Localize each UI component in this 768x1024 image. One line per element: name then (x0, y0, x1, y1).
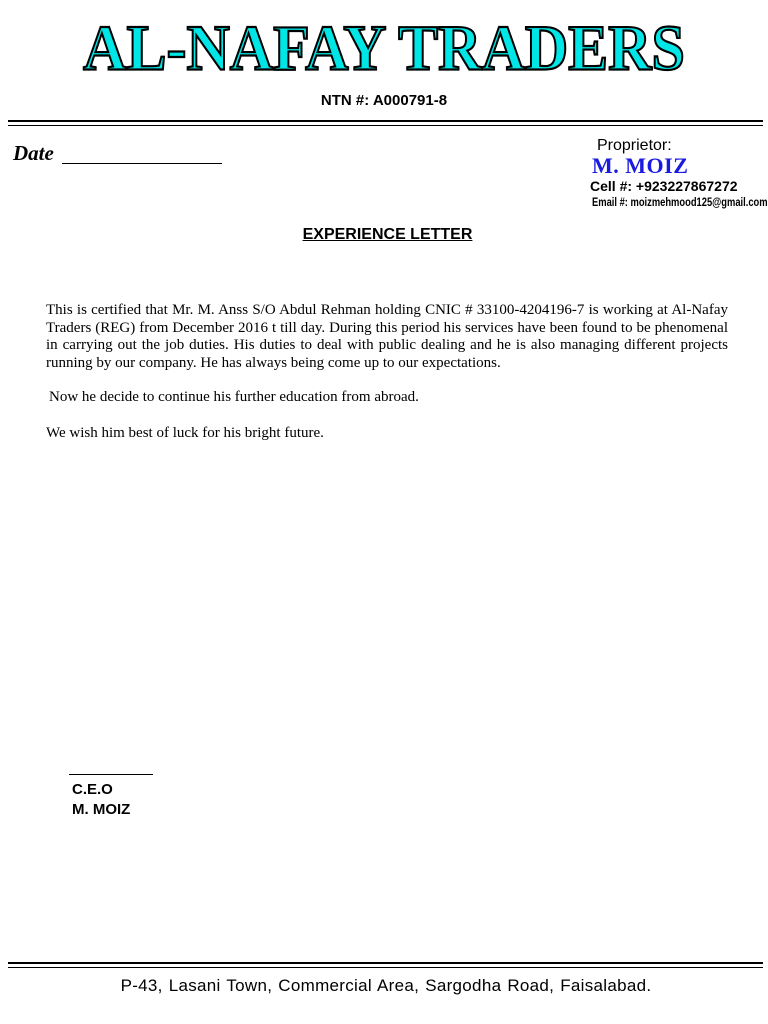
letter-body (46, 302, 728, 442)
proprietor-label: Proprietor: (597, 137, 672, 154)
signatory-title: C.E.O (72, 781, 113, 798)
letter-paragraph: We wish him best of luck for his bright future. (46, 424, 324, 441)
proprietor-cell: Cell #: +923227867272 (590, 178, 738, 194)
proprietor-name: M. MOIZ (592, 153, 689, 178)
letter-paragraph: Now he decide to continue his further education from abroad. (49, 389, 419, 405)
proprietor-email: Email #: moizmehmood125@gmail.com (592, 195, 768, 209)
footer-address: P-43, Lasani Town, Commercial Area, Sargodha Road, Faisalabad. (120, 976, 652, 995)
letter-paragraph: This is certified that Mr. M. Anss S/O Abdul Rehman holding CNIC # 33100-4204196-7 is working at Al-Nafay Traders (REG) from December 2016 t till day. During this period his services have been found to be phenomenal in carrying out the job duties. His duties to deal with public dealing and he is also managing different projects running by our company. He has always being come up to our expectations. (46, 302, 728, 371)
footer-divider-thick (8, 962, 763, 964)
ntn-number: NTN #: A000791-8 (320, 92, 448, 109)
date-blank-line (62, 163, 222, 164)
footer-divider-thin (8, 967, 763, 968)
header-divider-thin (8, 125, 763, 126)
signature-line (69, 774, 153, 775)
date-label: Date (13, 141, 54, 165)
header-divider-thick (8, 120, 763, 122)
signatory-name: M. MOIZ (72, 801, 131, 818)
company-name: AL-NAFAY TRADERS (83, 12, 685, 84)
letter-title: EXPERIENCE LETTER (302, 226, 473, 243)
